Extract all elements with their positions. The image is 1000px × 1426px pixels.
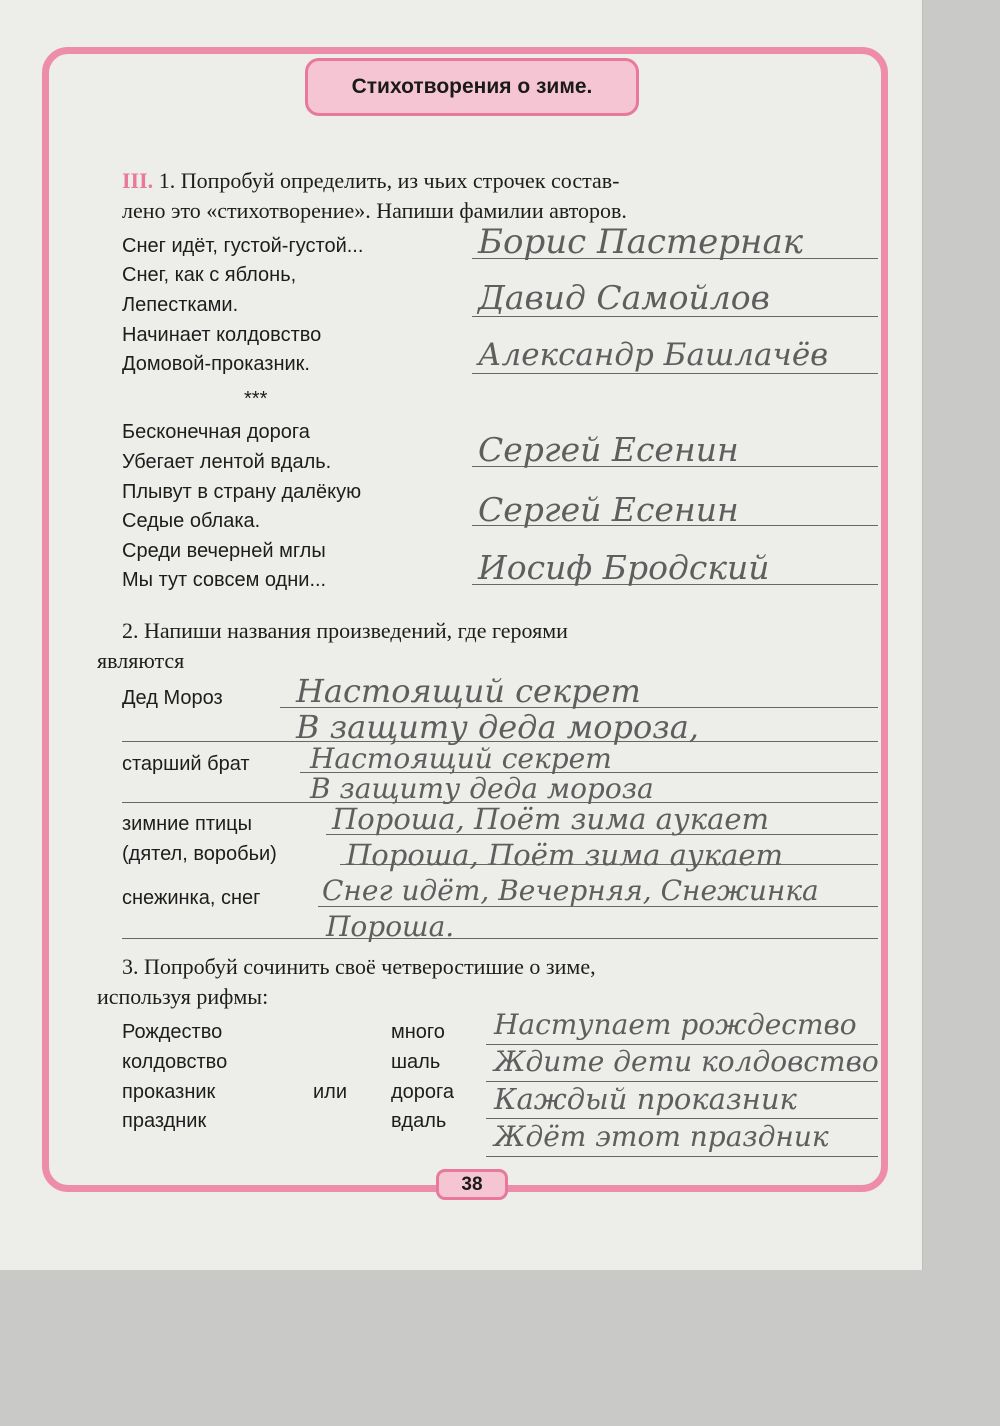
or-word: или (313, 1081, 348, 1103)
poem-line: Бесконечная дорога (122, 421, 310, 443)
task1-text-line2: лено это «стихотворение». Напиши фамилии авторов. (122, 198, 627, 223)
rhyme-word: Рождество (122, 1021, 223, 1043)
page-title: Стихотворения о зиме. (305, 58, 639, 116)
rhyme-word: колдовство (122, 1051, 228, 1073)
handwritten-answer: Давид Самойлов (478, 278, 770, 317)
rhyme-word: праздник (122, 1110, 207, 1132)
poem-line: Начинает колдовство (122, 324, 322, 346)
hero-label: старший брат (122, 753, 250, 775)
handwritten-answer: Борис Пастернак (478, 222, 804, 262)
answer-line (122, 938, 878, 939)
task2-text-line1: 2. Напиши названия произведений, где героями (122, 618, 568, 643)
handwritten-answer: Настоящий секрет (296, 672, 641, 710)
handwritten-answer: Александр Башлачёв (478, 337, 829, 373)
hero-label: Дед Мороз (122, 687, 223, 709)
task3-text-line1: 3. Попробуй сочинить своё четверостишие о зиме, (122, 954, 596, 979)
poem-line: Среди вечерней мглы (122, 540, 326, 562)
poem-line: Убегает лентой вдаль. (122, 451, 332, 473)
handwritten-answer: Пороша, Поёт зима аукает (332, 802, 770, 836)
poem-line: Снег, как с яблонь, (122, 264, 297, 286)
handwritten-answer: Ждите дети колдовство (494, 1045, 879, 1078)
poem-line: Мы тут совсем одни... (122, 569, 327, 591)
handwritten-answer: Пороша, Поёт зима аукает (346, 838, 784, 872)
rhyme-word: много (391, 1021, 445, 1043)
handwritten-answer: Пороша. (326, 910, 455, 943)
hero-label: (дятел, воробьи) (122, 843, 277, 865)
hero-label: снежинка, снег (122, 887, 261, 909)
handwritten-answer: Наступает рождество (494, 1008, 857, 1041)
poem-line: Плывут в страну далёкую (122, 481, 362, 503)
task2-text-line2: являются (97, 648, 185, 673)
answer-line (472, 373, 878, 374)
section-number: III. (122, 168, 154, 193)
rhyme-word: шаль (391, 1051, 441, 1073)
handwritten-answer: В защиту деда мороза (310, 772, 654, 805)
handwritten-answer: Иосиф Бродский (478, 548, 770, 587)
poem-line: Домовой-проказник. (122, 353, 310, 375)
page-number: 38 (436, 1169, 508, 1200)
rhyme-word: вдаль (391, 1110, 447, 1132)
answer-line (486, 1118, 878, 1119)
poem-line: Седые облака. (122, 510, 261, 532)
handwritten-answer: Настоящий секрет (310, 742, 612, 775)
rhyme-word: проказник (122, 1081, 216, 1103)
poem-line: Лепестками. (122, 294, 239, 316)
poem-separator: *** (244, 388, 268, 410)
answer-line (486, 1156, 878, 1157)
task3-text-line2: используя рифмы: (97, 984, 269, 1009)
handwritten-answer: Каждый проказник (494, 1082, 797, 1116)
handwritten-answer: Сергей Есенин (478, 430, 739, 469)
handwritten-answer: Сергей Есенин (478, 490, 739, 529)
rhyme-word: дорога (391, 1081, 455, 1103)
task1-text-line1: 1. Попробуй определить, из чьих строчек состав- (158, 168, 620, 193)
handwritten-answer: В защиту деда мороза, (296, 708, 699, 746)
poem-line: Снег идёт, густой-густой... (122, 235, 364, 257)
handwritten-answer: Ждёт этот праздник (494, 1120, 829, 1153)
hero-label: зимние птицы (122, 813, 252, 835)
handwritten-answer: Снег идёт, Вечерняя, Снежинка (322, 874, 819, 907)
task1-heading-line1 (122, 166, 619, 195)
